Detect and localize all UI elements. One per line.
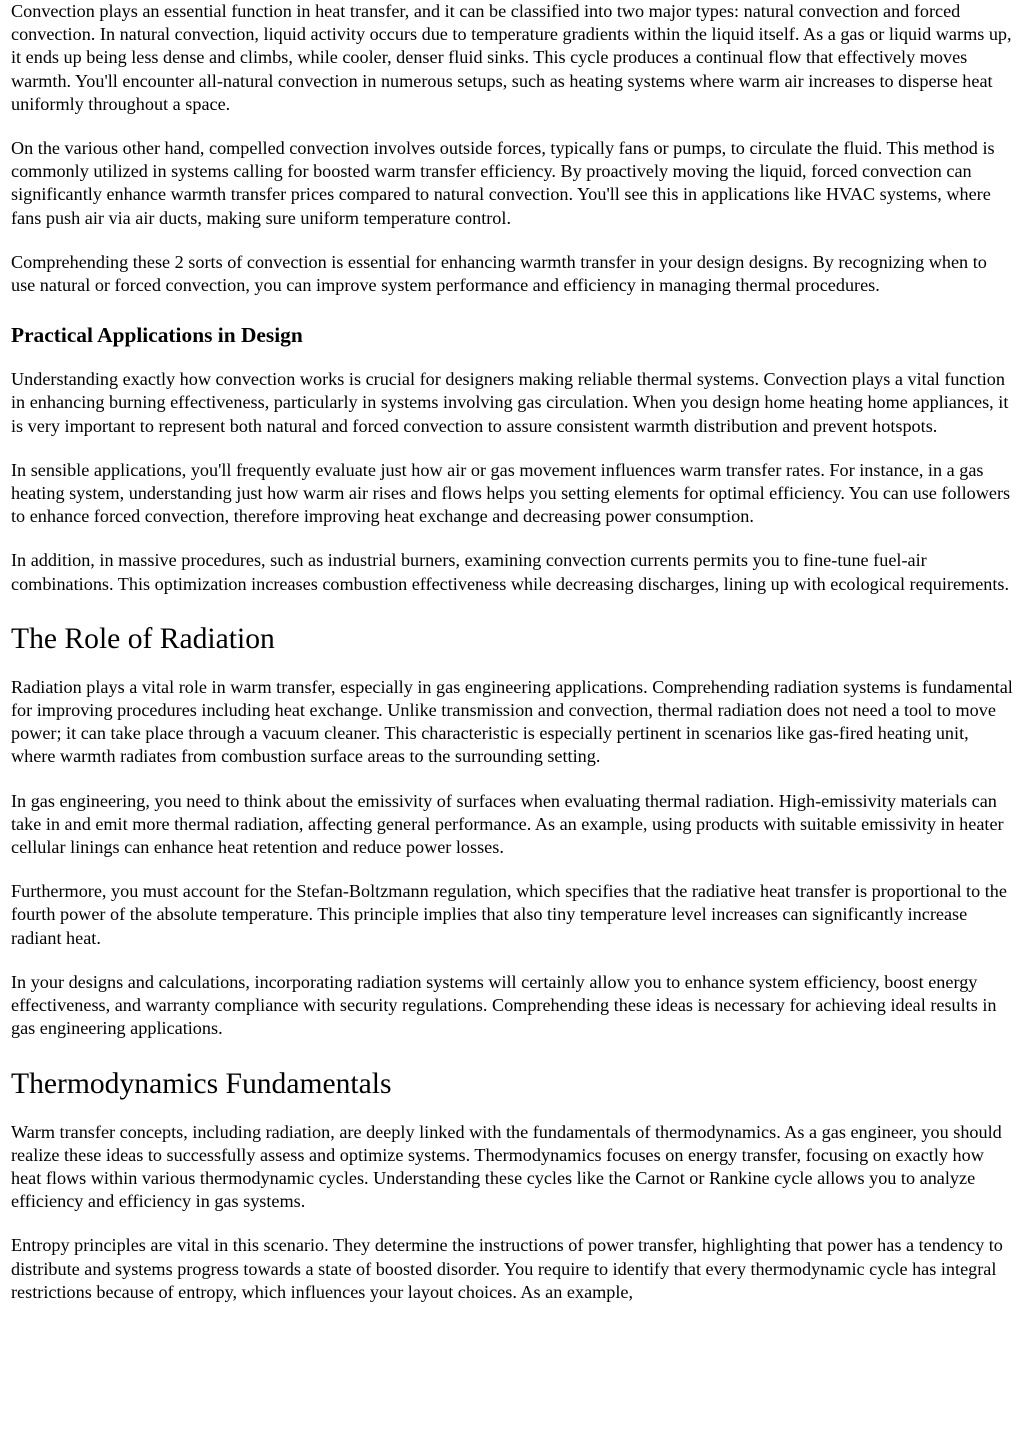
section-heading-thermodynamics-fundamentals: Thermodynamics Fundamentals: [11, 1067, 392, 1100]
paragraph: Warm transfer concepts, including radiation, are deeply linked with the fundamentals of thermodynamics. As a gas engineer, you should realize these ideas to successfully assess and optimize systems. Thermodynamics focuses on energy transfer, focusing on exactly how heat flows within various thermodynamic cycles. Understanding these cycles like the Carnot or Rankine cycle allows you to analyze efficiency and efficiency in gas systems.: [11, 1121, 1002, 1212]
section-heading-practical-applications: Practical Applications in Design: [11, 323, 303, 348]
paragraph: In sensible applications, you'll frequently evaluate just how air or gas movement influences warm transfer rates. For instance, in a gas heating system, understanding just how warm air rises and flows helps you setting elements for optimal efficiency. You can use followers to enhance forced convection, therefore improving heat exchange and decreasing power consumption.: [11, 459, 1011, 527]
paragraph: Convection plays an essential function in heat transfer, and it can be classified into two major types: natural convection and forced convection. In natural convection, liquid activity occurs due to temperature gradients within the liquid itself. As a gas or liquid warms up, it ends up being less dense and climbs, while cooler, denser fluid sinks. This cycle produces a continual flow that effectively moves warmth. You'll encounter all-natural convection in numerous setups, such as heating systems where warm air increases to disperse heat uniformly throughout a space.: [11, 1, 1012, 114]
paragraph: On the various other hand, compelled convection involves outside forces, typically fans or pumps, to circulate the fluid. This method is commonly utilized in systems calling for boosted warm transfer efficiency. By proactively moving the liquid, forced convection can significantly enhance warmth transfer prices compared to natural convection. You'll see this in applications like HVAC systems, where fans push air via air ducts, making sure uniform temperature control.: [11, 138, 995, 228]
paragraph: Furthermore, you must account for the Stefan-Boltzmann regulation, which specifies that the radiative heat transfer is proportional to the fourth power of the absolute temperature. This principle implies that also tiny temperature level increases can significantly increase radiant heat.: [11, 881, 1007, 948]
paragraph: In gas engineering, you need to think about the emissivity of surfaces when evaluating thermal radiation. High-emissivity materials can take in and emit more thermal radiation, affecting general performance. As an example, using products with suitable emissivity in heater cellular linings can enhance heat retention and reduce power losses.: [11, 790, 1004, 858]
paragraph: Entropy principles are vital in this scenario. They determine the instructions of power transfer, highlighting that power has a tendency to distribute and systems progress towards a state of boosted disorder. You require to identify that every thermodynamic cycle has integral restrictions because of entropy, which influences your layout choices. As an example,: [11, 1235, 1003, 1302]
paragraph: Radiation plays a vital role in warm transfer, especially in gas engineering applications. Comprehending radiation systems is fundamental for improving procedures including heat exchange. Unlike transmission and convection, thermal radiation does not need a tool to move power; it can take place through a vacuum cleaner. This characteristic is especially pertinent in scenarios like gas-fired heating unit, where warmth radiates from combustion surface areas to the surrounding setting.: [11, 676, 1013, 767]
section-heading-role-of-radiation: The Role of Radiation: [11, 622, 275, 655]
paragraph: Comprehending these 2 sorts of convection is essential for enhancing warmth transfer in your design designs. By recognizing when to use natural or forced convection, you can improve system performance and efficiency in managing thermal procedures.: [11, 251, 987, 296]
paragraph: In your designs and calculations, incorporating radiation systems will certainly allow you to enhance system efficiency, boost energy effectiveness, and warranty compliance with security regulations. Comprehending these ideas is necessary for achieving ideal results in gas engineering applications.: [11, 971, 997, 1039]
paragraph: In addition, in massive procedures, such as industrial burners, examining convection currents permits you to fine-tune fuel-air combinations. This optimization increases combustion effectiveness while decreasing discharges, lining up with ecological requirements.: [11, 550, 1010, 594]
paragraph: Understanding exactly how convection works is crucial for designers making reliable thermal systems. Convection plays a vital function in enhancing burning effectiveness, particularly in systems involving gas circulation. When you design home heating home appliances, it is very important to represent both natural and forced convection to assure consistent warmth distribution and prevent hotspots.: [11, 369, 1009, 436]
